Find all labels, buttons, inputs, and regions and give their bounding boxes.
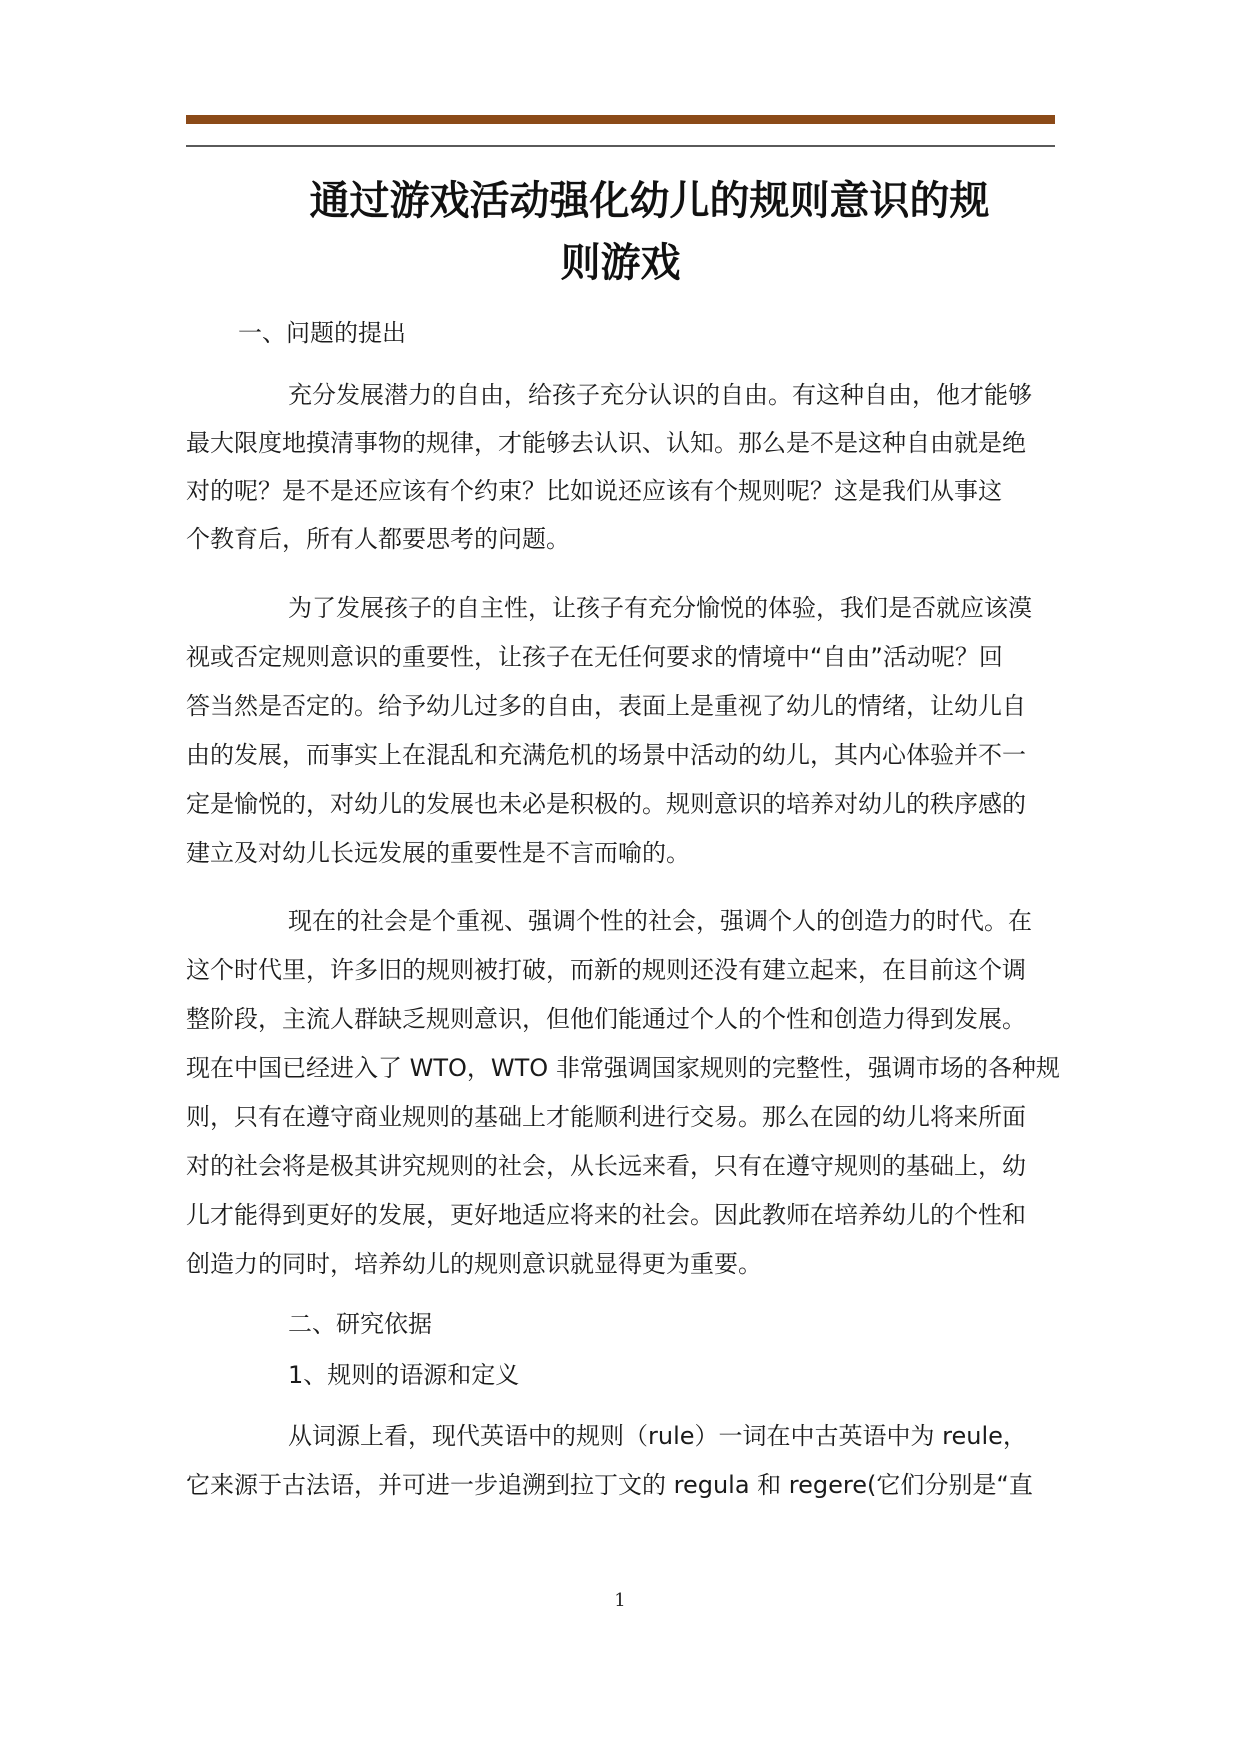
text-line: 这个时代里，许多旧的规则被打破，而新的规则还没有建立起来，在目前这个调 bbox=[186, 956, 1026, 984]
page-number: 1 bbox=[614, 1590, 626, 1611]
header-rule-thin bbox=[186, 145, 1055, 147]
text-line: 对的呢？是不是还应该有个约束？比如说还应该有个规则呢？这是我们从事这 bbox=[186, 477, 1002, 505]
text-line: 对的社会将是极其讲究规则的社会，从长远来看，只有在遵守规则的基础上，幼 bbox=[186, 1152, 1026, 1180]
text-line: 视或否定规则意识的重要性，让孩子在无任何要求的情境中“自由”活动呢？回 bbox=[186, 643, 1003, 671]
text-line: 答当然是否定的。给予幼儿过多的自由，表面上是重视了幼儿的情绪，让幼儿自 bbox=[186, 692, 1026, 720]
header-rule-thick bbox=[186, 115, 1055, 124]
subsection-heading: 1、规则的语源和定义 bbox=[288, 1361, 520, 1389]
title-line-1: 通过游戏活动强化幼儿的规则意识的规 bbox=[309, 178, 990, 224]
text-line: 充分发展潜力的自由，给孩子充分认识的自由。有这种自由，他才能够 bbox=[288, 381, 1032, 409]
title-line-2: 则游戏 bbox=[560, 240, 681, 286]
text-line: 儿才能得到更好的发展，更好地适应将来的社会。因此教师在培养幼儿的个性和 bbox=[186, 1201, 1026, 1229]
section-heading: 二、研究依据 bbox=[288, 1310, 432, 1338]
text-line: 从词源上看，现代英语中的规则（rule）一词在中古英语中为 reule， bbox=[288, 1422, 1027, 1450]
text-line: 现在中国已经进入了 WTO，WTO 非常强调国家规则的完整性，强调市场的各种规 bbox=[186, 1054, 1060, 1082]
text-line: 定是愉悦的，对幼儿的发展也未必是积极的。规则意识的培养对幼儿的秩序感的 bbox=[186, 790, 1026, 818]
text-line: 创造力的同时，培养幼儿的规则意识就显得更为重要。 bbox=[186, 1250, 762, 1278]
text-line: 它来源于古法语，并可进一步追溯到拉丁文的 regula 和 regere(它们分别是“直 bbox=[186, 1471, 1033, 1499]
section-heading: 一、问题的提出 bbox=[238, 319, 406, 347]
text-line: 最大限度地摸清事物的规律，才能够去认识、认知。那么是不是这种自由就是绝 bbox=[186, 429, 1026, 457]
text-line: 个教育后，所有人都要思考的问题。 bbox=[186, 525, 570, 553]
text-line: 则，只有在遵守商业规则的基础上才能顺利进行交易。那么在园的幼儿将来所面 bbox=[186, 1103, 1026, 1131]
document-title bbox=[186, 170, 1055, 294]
text-line: 由的发展，而事实上在混乱和充满危机的场景中活动的幼儿，其内心体验并不一 bbox=[186, 741, 1026, 769]
text-line: 现在的社会是个重视、强调个性的社会，强调个人的创造力的时代。在 bbox=[288, 907, 1032, 935]
text-line: 整阶段，主流人群缺乏规则意识，但他们能通过个人的个性和创造力得到发展。 bbox=[186, 1005, 1026, 1033]
text-line: 建立及对幼儿长远发展的重要性是不言而喻的。 bbox=[186, 839, 690, 867]
text-line: 为了发展孩子的自主性，让孩子有充分愉悦的体验，我们是否就应该漠 bbox=[288, 594, 1032, 622]
